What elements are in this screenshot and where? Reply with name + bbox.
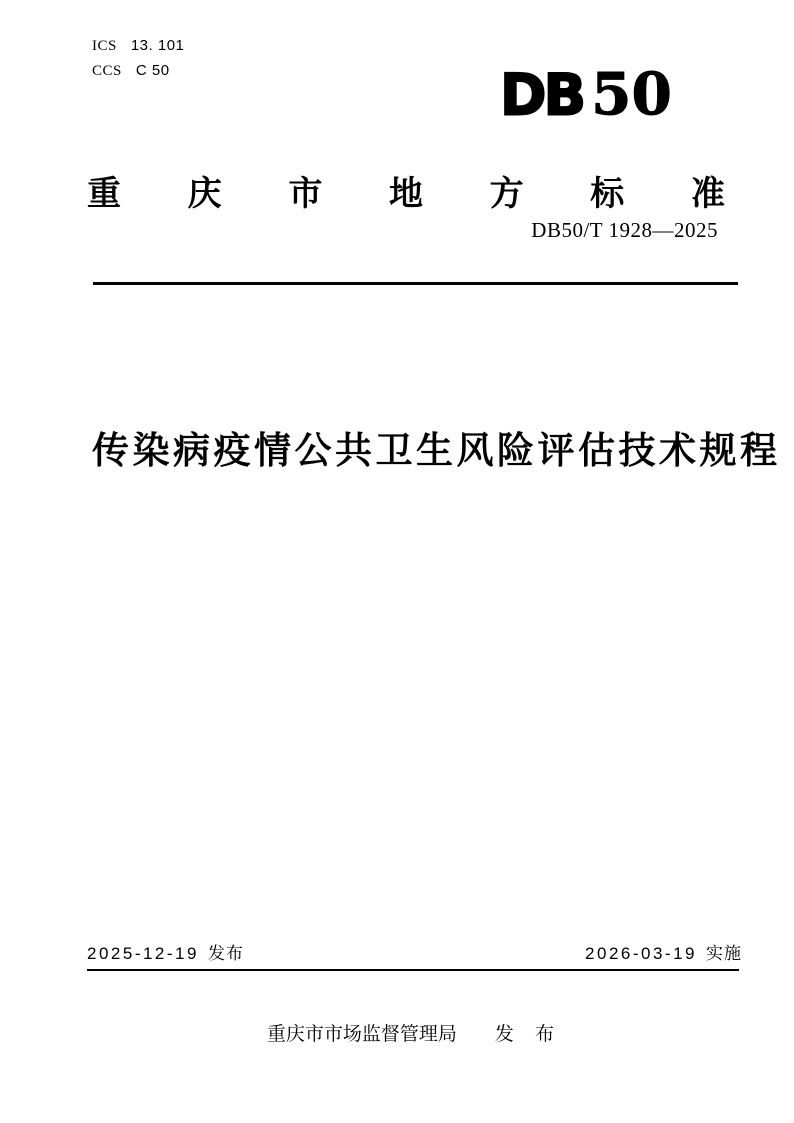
implementation-label: 实施 xyxy=(706,944,742,963)
db-logo-region-number: 50 xyxy=(591,60,672,128)
publisher-row xyxy=(87,1023,742,1047)
publish-action-label: 发 布 xyxy=(494,1024,563,1045)
release-date-group xyxy=(87,943,244,964)
release-label: 发布 xyxy=(207,944,244,963)
implementation-date-group xyxy=(585,943,742,964)
ccs-value: C 50 xyxy=(135,62,170,79)
publisher-name: 重庆市市场监督管理局 xyxy=(266,1024,457,1045)
ccs-code-line xyxy=(92,58,184,83)
footer-divider-line xyxy=(87,969,739,971)
ics-code-line xyxy=(92,33,184,58)
implementation-date: 2026-03-19 xyxy=(585,944,697,963)
document-title: 传染病疫情公共卫生风险评估技术规程 xyxy=(92,430,781,471)
dates-row xyxy=(87,943,742,964)
header-divider-line xyxy=(93,282,738,285)
ics-value: 13. 101 xyxy=(130,37,185,54)
db50-logo xyxy=(500,60,672,129)
ccs-label: CCS xyxy=(92,63,122,79)
release-date: 2025-12-19 xyxy=(87,944,199,963)
ics-label: ICS xyxy=(92,38,117,54)
db-logo-letters: DB xyxy=(500,62,584,129)
classification-codes xyxy=(92,33,184,83)
standard-number: DB50/T 1928—2025 xyxy=(531,218,718,242)
standard-type-heading: 重 庆 市 地 方 标 准 xyxy=(87,175,725,213)
